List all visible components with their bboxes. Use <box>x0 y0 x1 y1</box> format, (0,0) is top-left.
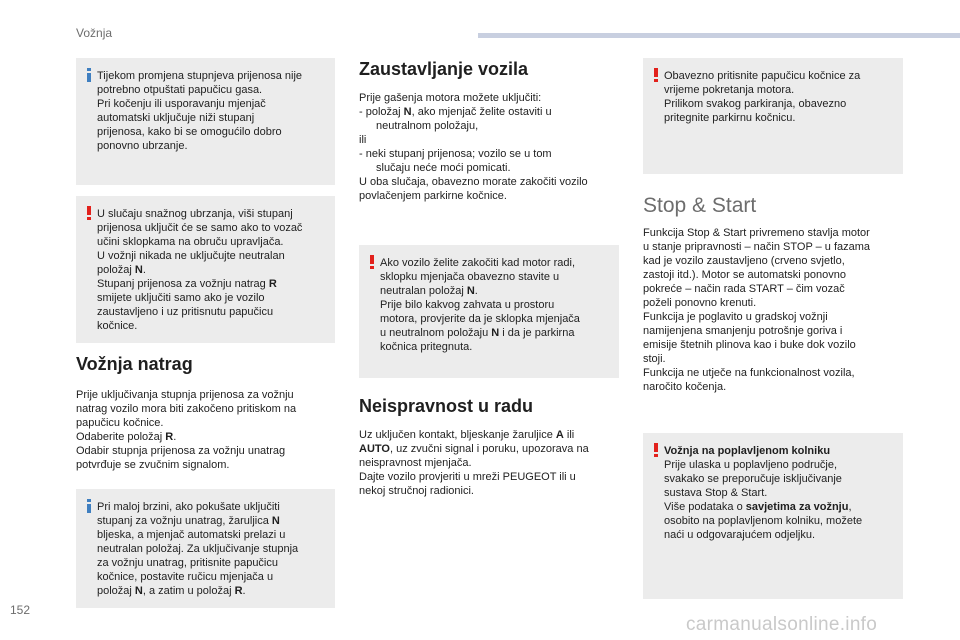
text-line: učini sklopkama na obruču upravljača. <box>97 236 284 248</box>
text-line: Funkcija Stop & Start privremeno stavlja motor <box>643 227 870 239</box>
text-line <box>380 326 613 340</box>
text-line: prijenosa uključit će se samo ako to vozač <box>97 222 303 234</box>
text-line: pokreće – način rada START – čim vozač <box>643 283 845 295</box>
text-fragment: i da je parkirna <box>499 327 575 339</box>
text-line: slučaju neće moći pomicati. <box>376 162 511 174</box>
text-fragment: Stupanj prijenosa za vožnju natrag <box>97 278 269 290</box>
watermark: carmanualsonline.info <box>686 614 878 635</box>
text-fragment: u neutralnom položaju <box>380 327 492 339</box>
stopping-text <box>359 91 621 203</box>
text-line: Dajte vozilo provjeriti u mreži PEUGEOT ili u <box>359 471 576 483</box>
text-line: kad je vozilo zaustavljeno (crveno svjetlo, <box>643 255 845 267</box>
text-line: motora, provjerite da je sklopka mjenjača <box>380 313 580 325</box>
gear-reverse-label: R <box>165 431 174 443</box>
warning-icon <box>84 206 94 220</box>
text-line: potvrđuje se zvučnim signalom. <box>76 459 230 471</box>
text-fragment: ili <box>563 429 575 441</box>
text-line: Prije gašenja motora možete uključiti: <box>359 92 542 104</box>
text-line: U slučaju snažnog ubrzanja, viši stupanj <box>97 208 293 220</box>
text-line: Prije ulaska u poplavljeno područje, <box>664 459 838 471</box>
text-line: u stanje pripravnosti – način STOP – u fazama <box>643 241 871 253</box>
text-line: Prije uključivanja stupnja prijenosa za vožnju <box>76 389 294 401</box>
malfunction-text <box>359 428 621 498</box>
info-icon <box>84 499 94 513</box>
text-fragment: , <box>848 501 852 513</box>
header-bar <box>478 33 960 38</box>
text-line: Pri kočenju ili usporavanju mjenjač <box>97 98 266 110</box>
text-fragment: Više podataka o <box>664 501 746 513</box>
text-fragment: neutralan položaj <box>380 285 467 297</box>
text-line: neutralan položaj. Za uključivanje stupnja <box>97 543 299 555</box>
text-line: neispravnost mjenjača. <box>359 457 472 469</box>
text-line: Pri maloj brzini, ako pokušate uključiti <box>97 501 280 513</box>
text-line: kočnica pritegnuta. <box>380 341 473 353</box>
text-fragment: položaj <box>97 264 135 276</box>
warning-box-acceleration <box>76 196 335 343</box>
text-line: sustava Stop & Start. <box>664 487 768 499</box>
warning-text <box>664 444 897 542</box>
warning-box-brake-pedal <box>643 58 903 174</box>
gear-neutral-label: N <box>134 585 143 597</box>
text-line: stoji. <box>643 353 666 365</box>
text-fragment: , a zatim u položaj <box>142 585 235 597</box>
text-line <box>97 514 329 528</box>
lamp-auto-label: AUTO <box>359 443 390 455</box>
warning-box-flooded-road <box>643 433 903 599</box>
info-box-gear-change <box>76 58 335 185</box>
text-line: neutralnom položaju, <box>376 120 479 132</box>
text-line: natrag vozilo mora biti zakočeno pritiskom na <box>76 403 297 415</box>
text-line: Prije bilo kakvog zahvata u prostoru <box>380 299 555 311</box>
text-line: kočnice. <box>97 320 138 332</box>
text-line <box>359 105 621 119</box>
text-line: smijete uključiti samo ako je vozilo <box>97 292 265 304</box>
text-line: U oba slučaja, obavezno morate zakočiti vozilo <box>359 176 588 188</box>
text-fragment: , ako mjenjač želite ostaviti u <box>411 106 552 118</box>
text-fragment: . <box>242 585 246 597</box>
text-line: emisije štetnih plinova kao i buke dok vozilo <box>643 339 856 351</box>
text-fragment: savjetima za vožnju <box>745 501 849 513</box>
text-line: sklopku mjenjača obavezno stavite u <box>380 271 560 283</box>
warning-text <box>380 256 613 354</box>
lamp-a-label: A <box>555 429 564 441</box>
text-line: ili <box>359 134 367 146</box>
gear-reverse-label: R <box>268 278 277 290</box>
warning-box-engine-running <box>359 245 619 378</box>
text-fragment: . <box>173 431 177 443</box>
text-line <box>97 584 329 598</box>
text-line: Ako vozilo želite zakočiti kad motor radi, <box>380 257 576 269</box>
warning-text <box>664 69 897 125</box>
text-line: potrebno otpuštati papučicu gasa. <box>97 84 263 96</box>
text-line <box>359 428 621 442</box>
info-icon <box>84 68 94 82</box>
text-line: svakako se preporučuje isključivanje <box>664 473 842 485</box>
text-line: Odabir stupnja prijenosa za vožnju unatrag <box>76 445 286 457</box>
text-line: ponovno ubrzanje. <box>97 140 188 152</box>
info-text <box>97 69 329 153</box>
text-line: zaustavljeno i uz pritisnutu papučicu <box>97 306 274 318</box>
text-fragment: . <box>142 264 146 276</box>
text-line: poželi ponovno krenuti. <box>643 297 757 309</box>
text-line: nekoj stručnoj radionici. <box>359 485 474 497</box>
text-line: Funkcija je poglavito u gradskoj vožnji <box>643 311 828 323</box>
warning-text <box>97 207 329 333</box>
text-line <box>664 500 897 514</box>
gear-neutral-label: N <box>466 285 475 297</box>
text-fragment: , uz zvučni signal i poruku, upozorava na <box>389 443 589 455</box>
text-line: bljeska, a mjenjač automatski prelazi u <box>97 529 286 541</box>
warning-icon <box>367 255 377 269</box>
stop-start-text <box>643 226 908 394</box>
text-line: prijenosa, kako bi se omogućilo dobro <box>97 126 282 138</box>
text-line: za vožnju unatrag, pritisnite papučicu <box>97 557 278 569</box>
text-line: povlačenjem parkirne kočnice. <box>359 190 507 202</box>
text-line: automatski uključuje niži stupanj <box>97 112 255 124</box>
heading-reverse: Vožnja natrag <box>76 354 193 374</box>
lamp-n-label: N <box>271 515 280 527</box>
text-line: - neki stupanj prijenosa; vozilo se u tom <box>359 148 552 160</box>
text-line: kočnice, postavite ručicu mjenjača u <box>97 571 274 583</box>
text-fragment: Uz uključen kontakt, bljeskanje žaruljice <box>359 429 556 441</box>
text-line: vrijeme pokretanja motora. <box>664 84 795 96</box>
text-line: papučicu kočnice. <box>76 417 164 429</box>
gear-reverse-label: R <box>234 585 243 597</box>
warning-icon <box>651 443 661 457</box>
text-line: Tijekom promjena stupnjeva prijenosa nije <box>97 70 303 82</box>
gear-neutral-label: N <box>403 106 412 118</box>
text-fragment: . <box>474 285 478 297</box>
text-line: Prilikom svakog parkiranja, obavezno <box>664 98 847 110</box>
info-box-low-speed <box>76 489 335 608</box>
text-line <box>359 442 621 456</box>
text-line: pritegnite parkirnu kočnicu. <box>664 112 796 124</box>
text-fragment: položaj <box>97 585 135 597</box>
gear-neutral-label: N <box>491 327 500 339</box>
heading-stopping: Zaustavljanje vozila <box>359 59 529 79</box>
text-fragment: Vožnja na poplavljenom kolniku <box>664 445 831 457</box>
heading-stop-start: Stop & Start <box>643 194 757 217</box>
text-line: naročito kočenja. <box>643 381 727 393</box>
warning-icon <box>651 68 661 82</box>
page-number: 152 <box>10 603 31 617</box>
text-fragment: - položaj <box>359 106 404 118</box>
gear-neutral-label: N <box>134 264 143 276</box>
header-title: Vožnja <box>76 26 113 40</box>
text-fragment: Odaberite položaj <box>76 431 166 443</box>
warning-title <box>664 444 897 458</box>
text-line: Obavezno pritisnite papučicu kočnice za <box>664 70 861 82</box>
text-line: osobito na poplavljenom kolniku, možete <box>664 515 863 527</box>
reverse-text <box>76 388 338 472</box>
text-line: zastoji itd.). Motor se automatski ponovno <box>643 269 846 281</box>
text-line <box>76 430 338 444</box>
heading-malfunction: Neispravnost u radu <box>359 396 534 416</box>
text-line: Funkcija ne utječe na funkcionalnost vozila, <box>643 367 855 379</box>
text-line <box>380 284 613 298</box>
text-line: naći u odgovarajućem odjeljku. <box>664 529 816 541</box>
text-line: namijenjena smanjenju potrošnje goriva i <box>643 325 843 337</box>
text-line <box>97 277 329 291</box>
text-line <box>97 263 329 277</box>
text-fragment: stupanj za vožnju unatrag, žaruljica <box>97 515 272 527</box>
info-text <box>97 500 329 598</box>
text-line: U vožnji nikada ne uključujte neutralan <box>97 250 285 262</box>
